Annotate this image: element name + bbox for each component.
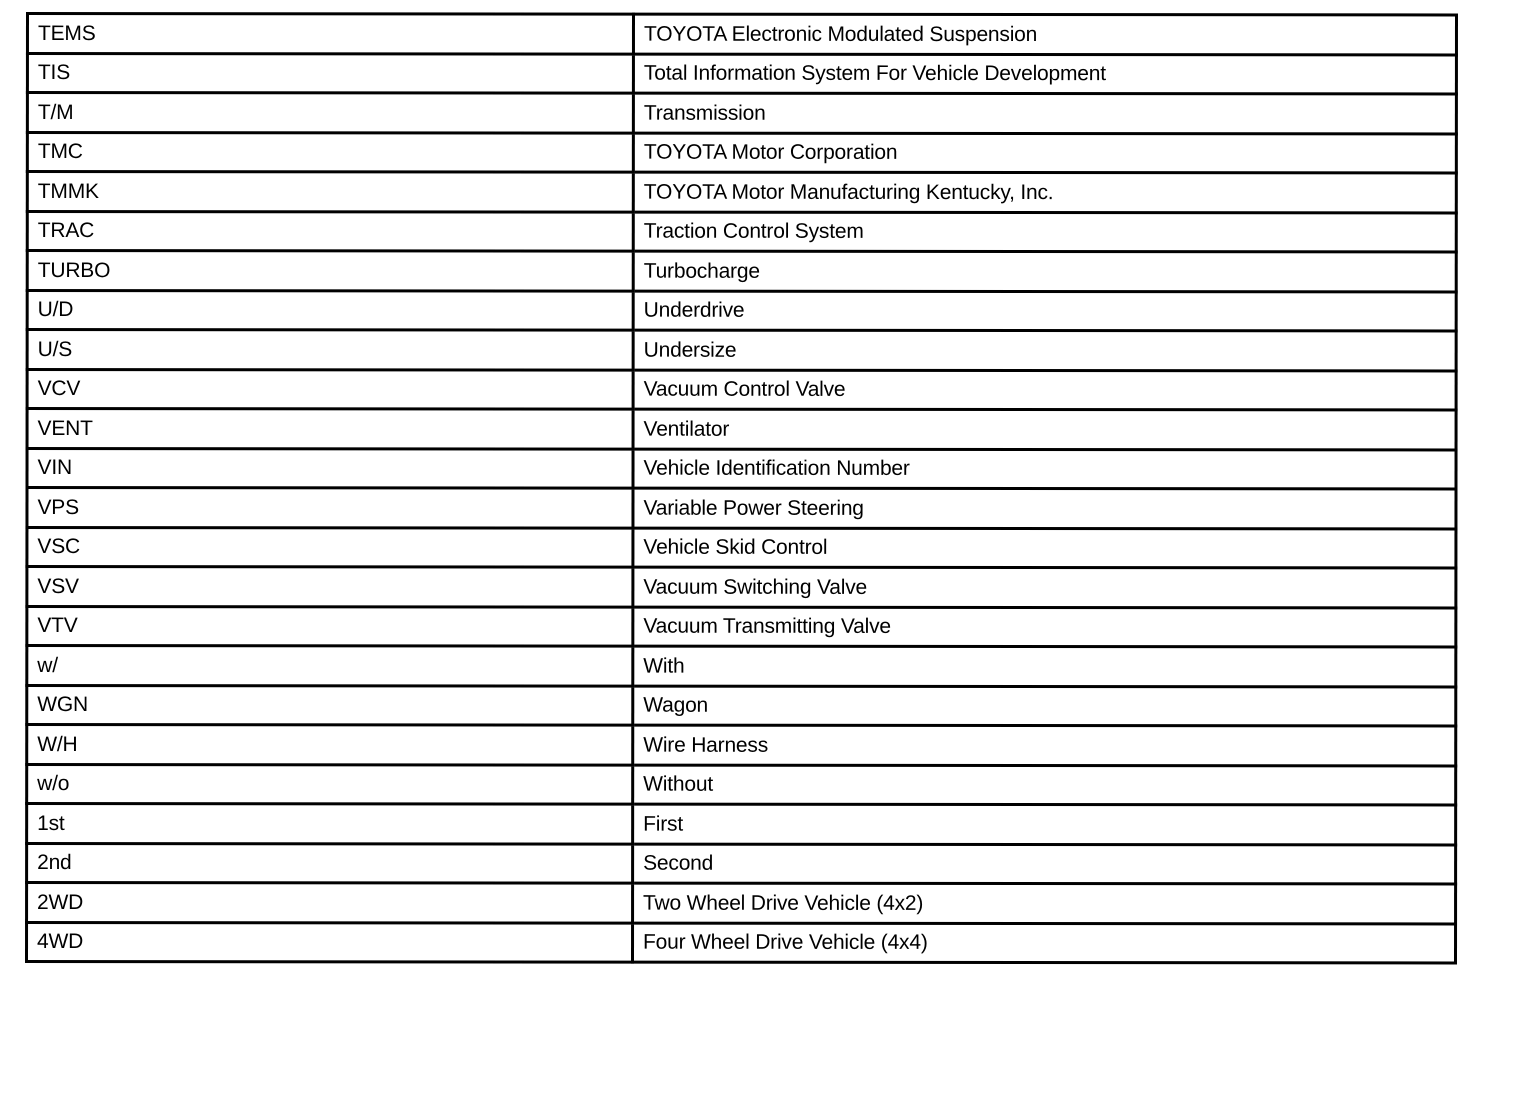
abbreviation-meaning: TOYOTA Electronic Modulated Suspension: [633, 14, 1456, 54]
abbreviation-term: w/o: [27, 764, 633, 804]
abbreviation-term: TMMK: [27, 172, 633, 212]
abbreviation-term: TRAC: [27, 211, 633, 251]
abbreviation-meaning: Variable Power Steering: [633, 488, 1456, 528]
abbreviation-table: [25, 12, 1458, 964]
table-row: [27, 567, 1456, 608]
abbreviation-meaning: With: [633, 646, 1456, 686]
table-row: [27, 14, 1456, 55]
table-row: [27, 330, 1456, 371]
table-row: [27, 646, 1456, 687]
table-row: [27, 883, 1456, 924]
table-row: [27, 606, 1456, 647]
abbreviation-term: T/M: [27, 93, 633, 133]
abbreviation-term: TEMS: [27, 14, 633, 54]
table-row: [27, 290, 1456, 331]
abbreviation-term: VSC: [27, 527, 633, 567]
abbreviation-meaning: Vehicle Identification Number: [633, 449, 1456, 489]
abbreviation-table-body: [27, 14, 1457, 963]
abbreviation-term: VIN: [27, 448, 633, 488]
abbreviation-term: VPS: [27, 488, 633, 528]
abbreviation-term: WGN: [27, 685, 633, 725]
table-row: [27, 804, 1456, 845]
abbreviation-meaning: Two Wheel Drive Vehicle (4x2): [633, 883, 1456, 923]
abbreviation-meaning: Undersize: [633, 330, 1456, 370]
table-row: [27, 172, 1456, 213]
abbreviation-meaning: Four Wheel Drive Vehicle (4x4): [633, 923, 1456, 963]
table-row: [27, 764, 1456, 805]
abbreviation-term: W/H: [27, 725, 633, 765]
abbreviation-meaning: Traction Control System: [633, 212, 1456, 252]
table-row: [27, 251, 1456, 292]
table-row: [27, 369, 1456, 410]
abbreviation-term: U/S: [27, 330, 633, 370]
abbreviation-meaning: Underdrive: [633, 291, 1456, 331]
abbreviation-term: VSV: [27, 567, 633, 607]
table-row: [27, 725, 1456, 766]
abbreviation-term: TMC: [27, 132, 633, 172]
abbreviation-meaning: Vacuum Control Valve: [633, 370, 1456, 410]
table-row: [27, 843, 1456, 884]
table-row: [27, 922, 1456, 963]
table-row: [27, 448, 1456, 489]
abbreviation-meaning: TOYOTA Motor Manufacturing Kentucky, Inc.: [633, 172, 1456, 212]
abbreviation-meaning: Without: [633, 765, 1456, 805]
abbreviation-meaning: Wire Harness: [633, 725, 1456, 765]
table-row: [27, 53, 1456, 94]
abbreviation-term: U/D: [27, 290, 633, 330]
table-row: [27, 211, 1456, 252]
abbreviation-term: VTV: [27, 606, 633, 646]
abbreviation-meaning: Wagon: [633, 686, 1456, 726]
abbreviation-term: VENT: [27, 409, 633, 449]
abbreviation-term: 2nd: [27, 843, 633, 883]
abbreviation-meaning: TOYOTA Motor Corporation: [633, 133, 1456, 173]
table-row: [27, 685, 1456, 726]
abbreviation-term: TIS: [27, 53, 633, 93]
abbreviation-meaning: Transmission: [633, 93, 1456, 133]
abbreviation-term: w/: [27, 646, 633, 686]
table-row: [27, 527, 1456, 568]
abbreviation-meaning: Total Information System For Vehicle Development: [633, 54, 1456, 94]
abbreviation-term: 2WD: [27, 883, 633, 923]
table-row: [27, 409, 1456, 450]
abbreviation-meaning: First: [633, 804, 1456, 844]
abbreviation-term: TURBO: [27, 251, 633, 291]
abbreviation-meaning: Turbocharge: [633, 251, 1456, 291]
abbreviation-meaning: Vehicle Skid Control: [633, 528, 1456, 568]
abbreviation-meaning: Vacuum Transmitting Valve: [633, 607, 1456, 647]
abbreviation-term: 1st: [27, 804, 633, 844]
table-row: [27, 488, 1456, 529]
abbreviation-term: 4WD: [27, 922, 633, 962]
table-row: [27, 132, 1456, 173]
abbreviation-meaning: Ventilator: [633, 409, 1456, 449]
abbreviation-term: VCV: [27, 369, 633, 409]
abbreviation-meaning: Second: [633, 844, 1456, 884]
table-row: [27, 93, 1456, 134]
abbreviation-meaning: Vacuum Switching Valve: [633, 567, 1456, 607]
